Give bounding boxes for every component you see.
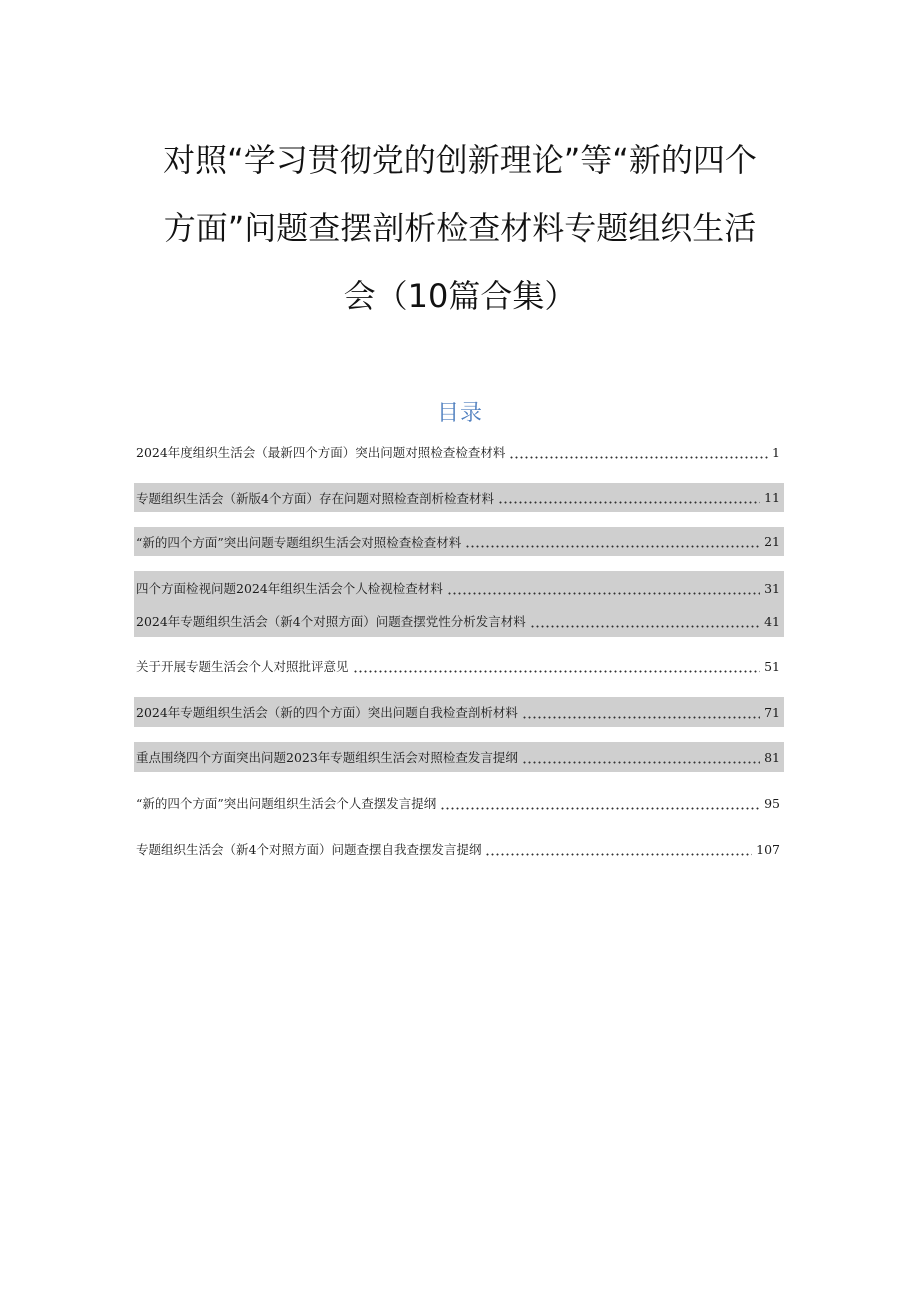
toc-dot-leader <box>465 535 760 548</box>
toc-dot-leader <box>509 446 768 459</box>
toc-dot-leader <box>522 706 760 719</box>
toc-dot-leader <box>447 582 760 595</box>
toc-dot-leader <box>440 797 760 810</box>
toc-entry[interactable] <box>134 652 784 680</box>
toc-entry-title: 专题组织生活会（新版4个方面）存在问题对照检查剖析检查材料 <box>136 490 494 506</box>
toc-entry-title: “新的四个方面”突出问题专题组织生活会对照检查检查材料 <box>136 534 462 550</box>
toc-entry-title: 专题组织生活会（新4个对照方面）问题查摆自我查摆发言提纲 <box>136 842 482 857</box>
toc-entry-title: 关于开展专题生活会个人对照批评意见 <box>136 659 349 674</box>
toc-dot-leader <box>353 660 761 673</box>
toc-entry-title: 重点围绕四个方面突出问题2023年专题组织生活会对照检查发言提纲 <box>136 750 518 765</box>
toc-entry-title: 2024年度组织生活会（最新四个方面）突出问题对照检查检查材料 <box>136 445 506 460</box>
toc-entry-title: 四个方面检视问题2024年组织生活会个人检视检查材料 <box>136 581 443 596</box>
toc-page-number: 81 <box>764 749 780 765</box>
toc-page-number: 71 <box>764 704 780 720</box>
toc-entry[interactable] <box>134 527 784 556</box>
toc-dot-leader <box>485 843 752 856</box>
toc-entry-title: 2024年专题组织生活会（新的四个方面）突出问题自我检查剖析材料 <box>136 705 518 720</box>
toc-entry-title: “新的四个方面”突出问题组织生活会个人查摆发言提纲 <box>136 796 437 811</box>
toc-dot-leader <box>522 751 760 764</box>
toc-entry[interactable] <box>134 835 784 863</box>
toc-dot-leader <box>530 615 760 628</box>
toc-dot-leader <box>498 491 760 504</box>
toc-entry[interactable] <box>134 438 784 466</box>
toc-page-number: 41 <box>764 613 780 629</box>
toc-page-number: 21 <box>764 534 780 549</box>
toc-page-number: 95 <box>764 795 780 811</box>
toc-entry-title: 2024年专题组织生活会（新4个对照方面）问题查摆党性分析发言材料 <box>136 614 526 629</box>
toc-page-number: 11 <box>764 490 780 505</box>
toc-page-number: 51 <box>764 658 780 674</box>
toc-entry[interactable] <box>134 607 784 635</box>
toc-entry[interactable] <box>134 742 784 772</box>
toc-page-number: 1 <box>772 444 780 460</box>
title-line: 会（10篇合集） <box>343 277 577 315</box>
toc-entry[interactable] <box>134 789 784 817</box>
toc-entry[interactable] <box>134 483 784 512</box>
toc-heading: 目录 <box>436 401 483 426</box>
toc-page-number: 107 <box>756 841 780 857</box>
document-title <box>80 128 840 332</box>
title-line: 方面”问题查摆剖析检查材料专题组织生活 <box>163 209 757 247</box>
toc-entry[interactable] <box>134 574 784 602</box>
toc-page-number: 31 <box>764 580 780 596</box>
toc-entry[interactable] <box>134 697 784 727</box>
title-line: 对照“学习贯彻党的创新理论”等“新的四个 <box>163 141 757 179</box>
